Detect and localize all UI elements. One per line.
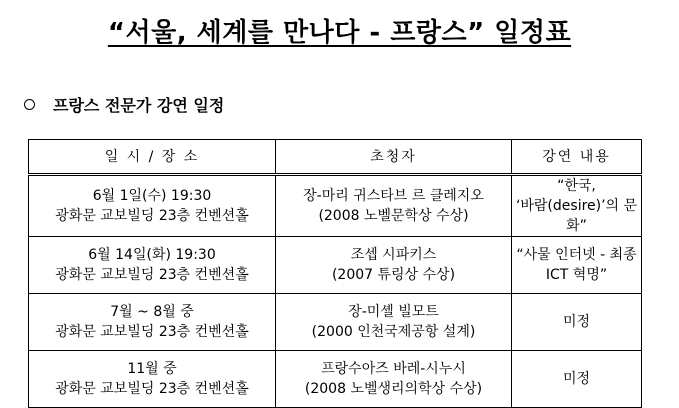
topic-line1: “한국, xyxy=(557,178,596,194)
document-title xyxy=(0,12,679,49)
datetime-venue-cell xyxy=(29,351,276,408)
topic-line2: ‘바람(desire)’의 문화” xyxy=(515,198,638,234)
topic-line1: “사물 인터넷 - 최종 xyxy=(516,247,637,263)
topic-cell xyxy=(512,237,642,294)
guest-name: 프랑수아즈 바레-시누시 xyxy=(321,361,466,377)
topic-cell xyxy=(512,175,642,237)
header-datetime-venue: 일 시 / 장 소 xyxy=(29,140,276,175)
guest-name: 조셉 시파키스 xyxy=(350,247,437,263)
topic-cell xyxy=(512,294,642,351)
guest-cell xyxy=(276,351,512,408)
header-topic: 강연 내용 xyxy=(512,140,642,175)
topic-line1: 미정 xyxy=(562,371,591,387)
guest-note: (2008 노벨생리의학상 수상) xyxy=(304,381,483,397)
datetime-text: 7월 ~ 8월 중 xyxy=(110,304,194,320)
venue-text: 광화문 교보빌딩 23층 컨벤션홀 xyxy=(55,208,249,224)
datetime-text: 11월 중 xyxy=(127,361,177,377)
guest-cell xyxy=(276,237,512,294)
guest-note: (2008 노벨문학상 수상) xyxy=(318,208,469,224)
guest-cell xyxy=(276,294,512,351)
venue-text: 광화문 교보빌딩 23층 컨벤션홀 xyxy=(55,381,249,397)
table-row xyxy=(29,175,642,237)
guest-name: 장-미셸 빌모트 xyxy=(348,304,439,320)
section-heading-text: 프랑스 전문가 강연 일정 xyxy=(53,96,225,115)
guest-note: (2000 인천국제공항 설계) xyxy=(311,324,476,340)
datetime-text: 6월 14일(화) 19:30 xyxy=(88,247,216,263)
venue-text: 광화문 교보빌딩 23층 컨벤션홀 xyxy=(55,324,249,340)
topic-line2: ICT 혁명” xyxy=(545,267,608,283)
table-row xyxy=(29,294,642,351)
guest-cell xyxy=(276,175,512,237)
topic-cell xyxy=(512,351,642,408)
table-row xyxy=(29,237,642,294)
datetime-venue-cell xyxy=(29,175,276,237)
datetime-venue-cell xyxy=(29,294,276,351)
venue-text: 광화문 교보빌딩 23층 컨벤션홀 xyxy=(55,267,249,283)
guest-note: (2007 튜링상 수상) xyxy=(331,267,456,283)
section-heading xyxy=(24,93,224,116)
datetime-venue-cell xyxy=(29,237,276,294)
topic-line1: 미정 xyxy=(562,314,591,330)
document-title-text: “서울, 세계를 만나다 - 프랑스” 일정표 xyxy=(107,18,572,48)
datetime-text: 6월 1일(수) 19:30 xyxy=(92,188,212,204)
header-guest: 초청자 xyxy=(276,140,512,175)
lecture-schedule-table xyxy=(28,139,642,408)
table-row xyxy=(29,351,642,408)
circle-bullet-icon xyxy=(24,99,35,110)
guest-name: 장-마리 귀스타브 르 클레지오 xyxy=(303,188,484,204)
table-header-row xyxy=(29,140,642,175)
